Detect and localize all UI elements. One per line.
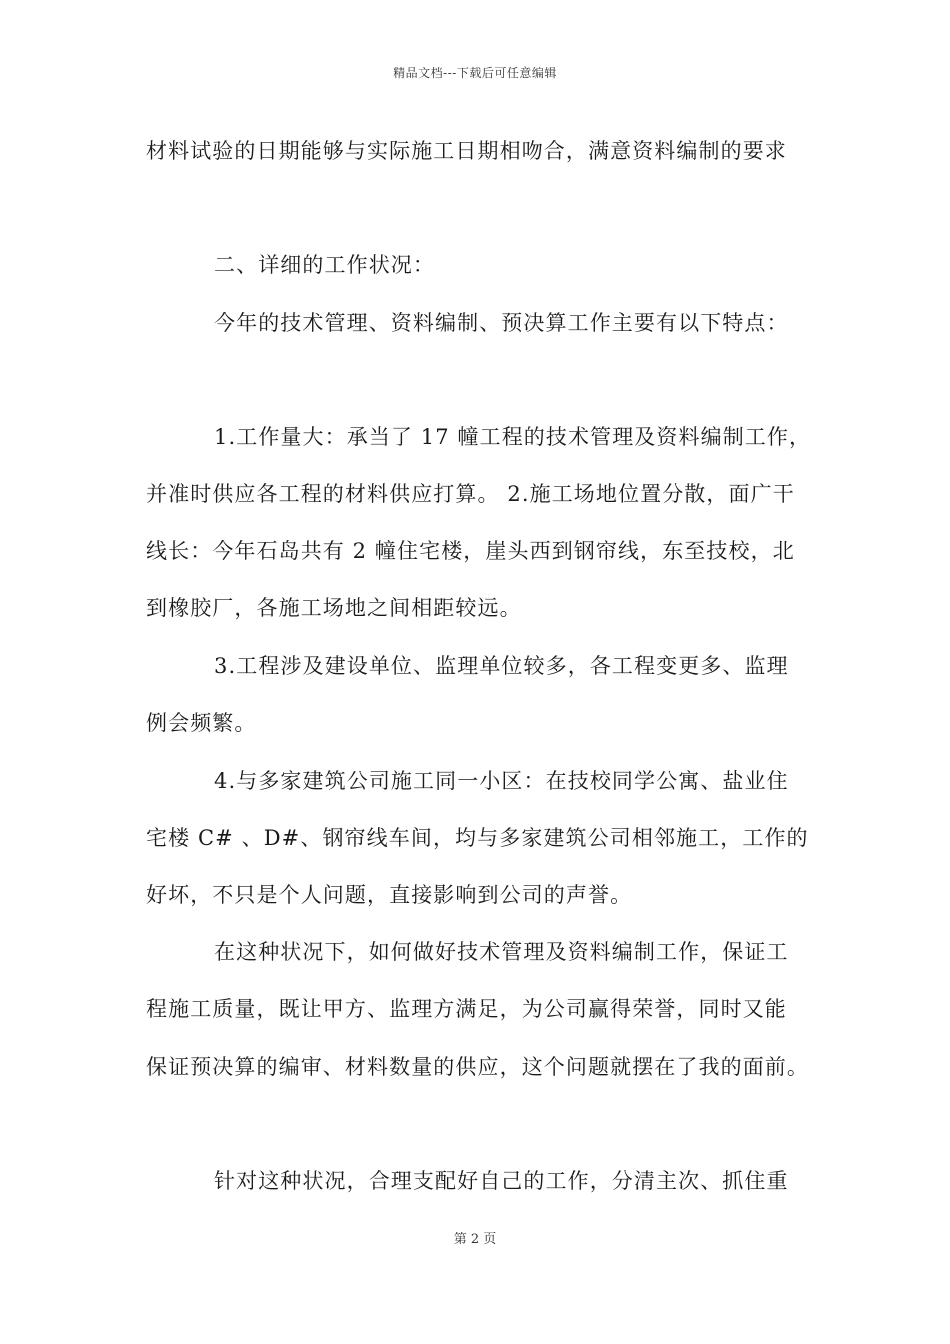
paragraph-line: 在这种状况下，如何做好技术管理及资料编制工作，保证工 [214, 940, 789, 964]
list-item-line: 例会频繁。 [146, 711, 257, 735]
paragraph-line: 保证预决算的编审、材料数量的供应，这个问题就摆在了我的面前。 [146, 1055, 809, 1079]
list-item-line: 4.与多家建筑公司施工同一小区：在技校同学公寓、盐业住 [214, 769, 789, 793]
paragraph-line: 针对这种状况，合理支配好自己的工作，分清主次、抓住重 [214, 1169, 789, 1193]
page-number: 第 2 页 [453, 1232, 497, 1247]
list-item-line: 并准时供应各工程的材料供应打算。 2.施工场地位置分散，面广干 [146, 482, 795, 506]
list-item-line: 线长：今年石岛共有 2 幢住宅楼，崖头西到钢帘线，东至技校，北 [146, 539, 795, 563]
list-item-line: 好坏，不只是个人问题，直接影响到公司的声誉。 [146, 883, 633, 907]
paragraph-line: 今年的技术管理、资料编制、预决算工作主要有以下特点： [214, 311, 789, 335]
paragraph-line: 程施工质量，既让甲方、监理方满足，为公司赢得荣誉，同时又能 [146, 997, 787, 1021]
section-heading: 二、详细的工作状况： [214, 253, 435, 277]
paragraph-line: 材料试验的日期能够与实际施工日期相吻合，满意资料编制的要求 [146, 139, 787, 163]
list-item-line: 到橡胶厂，各施工场地之间相距较远。 [146, 596, 522, 620]
list-item-line: 1.工作量大：承当了 17 幢工程的技术管理及资料编制工作， [214, 425, 812, 449]
list-item-line: 宅楼 C# 、D#、钢帘线车间，均与多家建筑公司相邻施工，工作的 [146, 826, 809, 850]
list-item-line: 3.工程涉及建设单位、监理单位较多，各工程变更多、监理 [214, 654, 789, 678]
page-header: 精品文档---下载后可任意编辑 [393, 66, 557, 80]
